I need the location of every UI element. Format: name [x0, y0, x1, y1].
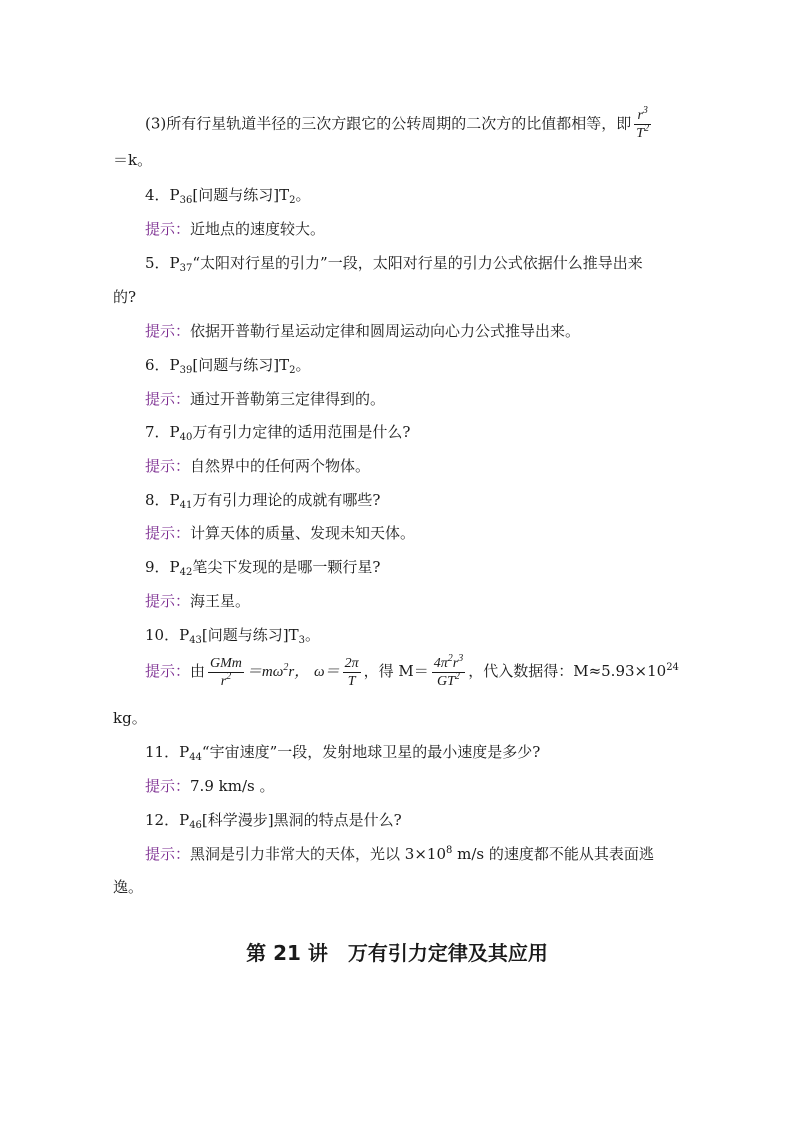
item-7-question: 7．$P_{40}$万有引力定律的适用范围是什么? [145, 423, 411, 443]
hint-label: 提示： [145, 390, 191, 408]
item-9-hint: 提示：海王星。 [145, 592, 251, 610]
hint-label: 提示： [145, 777, 191, 795]
item-10-hint: 提示：由 $\frac{\text{GMm}}{r^2}$ $=m\omega^2r$， ω＝ $\frac{2\pi}{T}$ ，得 M＝ $\frac{4\pi^2r^3}{GT^2}$ ，代入数据得：$M\approx 5.93\times 10^{24}$ [145, 652, 679, 689]
hint-label: 提示： [145, 524, 191, 542]
item-5-hint: 提示：依据开普勒行星运动定律和圆周运动向心力公式推导出来。 [145, 322, 581, 340]
item-8-question: 8．$P_{41}$万有引力理论的成就有哪些? [145, 491, 381, 511]
hint-label: 提示： [145, 220, 191, 238]
item-3-question [145, 107, 654, 142]
hint-label: 提示： [145, 322, 191, 340]
item-3-text: (3)所有行星轨道半径的三次方跟它的公转周期的二次方的比值都相等，即 [145, 114, 632, 133]
item-3-continuation: ＝k。 [113, 151, 153, 169]
item-12-continuation: 逸。 [113, 878, 144, 896]
omega-fraction: $\frac{2\pi}{T}$ [344, 655, 359, 689]
item-10-question: 10．$P_{43}$[问题与练习]$T_3$。 [145, 626, 321, 646]
item-4-question: 4．$P_{36}$[问题与练习]$T_2$。 [145, 186, 311, 206]
item-5-question: 5．$P_{37}“$太阳对行星的引力”一段，太阳对行星的引力公式依据什么推导出来 [145, 254, 643, 274]
item-10-continuation: kg。 [113, 709, 147, 727]
item-6-hint: 提示：通过开普勒第三定律得到的。 [145, 390, 386, 408]
item-7-hint: 提示：自然界中的任何两个物体。 [145, 457, 371, 475]
item-11-hint: 提示：7.9 km/s 。 [145, 777, 275, 795]
hint-label: 提示： [145, 592, 191, 610]
item-8-hint: 提示：计算天体的质量、发现未知天体。 [145, 524, 416, 542]
hint-label: 提示： [145, 457, 191, 475]
hint-label: 提示： [145, 662, 191, 680]
section-title: 第 21 讲 万有引力定律及其应用 [246, 941, 548, 965]
item-4-hint: 提示：近地点的速度较大。 [145, 220, 326, 238]
item-9-question: 9．$P_{42}$笔尖下发现的是哪一颗行星? [145, 558, 381, 578]
gravity-fraction: $\frac{\text{GMm}}{r^2}$ [210, 655, 242, 689]
ratio-fraction: $\frac{r^3}{T^2}$ [636, 105, 650, 141]
item-5-continuation: 的? [113, 288, 137, 306]
mass-fraction: $\frac{4\pi^2r^3}{GT^2}$ [433, 652, 464, 689]
item-12-hint: 提示：黑洞是引力非常大的天体，光以 $3\times 10^8$ m/s 的速度都不能从其表面逃 [145, 845, 654, 863]
item-11-question: 11．$P_{44}“$宇宙速度”一段，发射地球卫星的最小速度是多少? [145, 743, 541, 763]
item-12-question: 12．$P_{46}$[科学漫步]黑洞的特点是什么? [145, 811, 402, 831]
item-6-question: 6．$P_{39}$[问题与练习]$T_2$。 [145, 356, 311, 376]
hint-label: 提示： [145, 845, 191, 863]
